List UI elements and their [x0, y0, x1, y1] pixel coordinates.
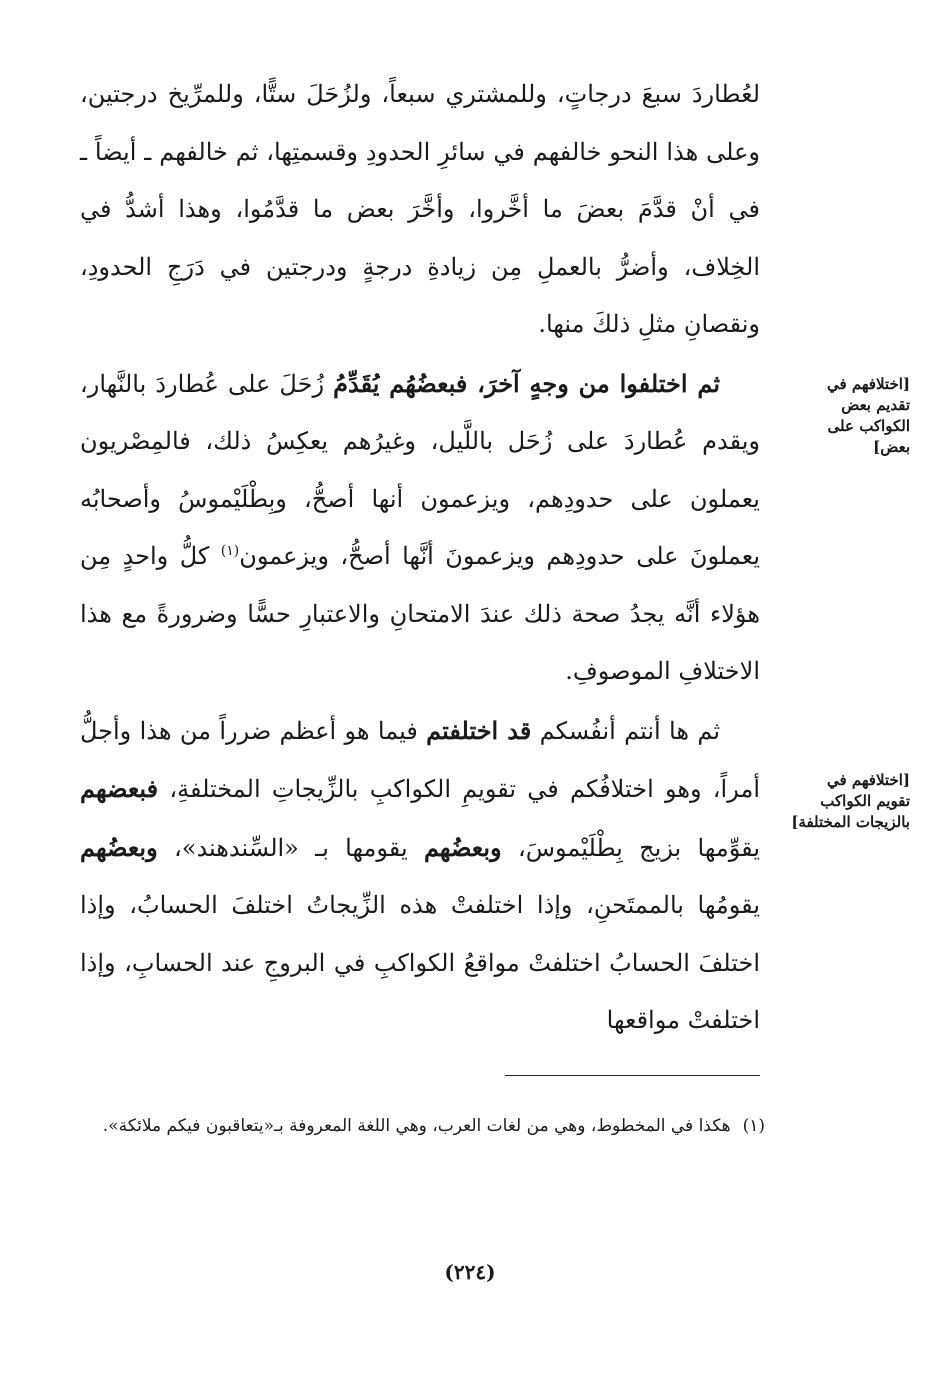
- paragraph-2-lead: ثم اختلفوا من وجهٍ آخرَ، فبعضُهُم يُقَدِّمُ: [333, 368, 720, 398]
- side-note-1: [اختلافهم في تقديم بعض الكواكب على بعض]: [827, 375, 910, 456]
- page-number: (٢٢٤): [444, 1260, 496, 1284]
- paragraph-3-part-e: يقوِّمها بزيج بِطْلَيْموسَ،: [501, 833, 760, 862]
- main-text: [80, 66, 760, 1050]
- paragraph-1: لعُطاردَ سبعَ درجاتٍ، وللمشتري سبعاً، ولزُحَلَ ستًّا، وللمرِّيخ درجتين، وعلى هذا النحو خالفهم في سائرِ الحدودِ وقسمتِها، ثم خالفهم ـ أيضاً ـ في أنْ قدَّمَ بعضَ ما أخَّروا، وأخَّرَ بعض ما قدَّمُوا، وهذا أشدُّ في الخِلاف، وأضرُّ بالعملِ مِن زيادةِ درجةٍ ودرجتين في دَرَجِ الحدودِ، ونقصانِ مثلِ ذلكَ منها.: [80, 80, 760, 338]
- footnote-divider: [505, 1075, 760, 1076]
- side-note-2: [اختلافهم في تقويم الكواكب بالزيجات المختلفة]: [791, 771, 910, 831]
- paragraph-2: [80, 355, 760, 701]
- paragraph-3-part-c: فيما هو أعظم ضرراً من هذا وأجلُّ أمراً، وهو اختلافُكم في تقويمِ الكواكبِ بالزِّيجاتِ المختلفةِ،: [80, 716, 760, 803]
- paragraph-3-part-i: يقومُها بالممتَحنِ، وإذا اختلفتْ هذه الزِّيجاتُ اختلفَ الحسابُ، وإذا اختلفَ الحسابُ اختلفتْ مواقعُ الكواكبِ في البروجِ عند الحسابِ، وإذا اختلفتْ مواقعها: [80, 891, 760, 1034]
- footnote-text: هكذا في المخطوط، وهي من لغات العرب، وهي اللغة المعروفة بـ«يتعاقبون فيكم ملائكة».: [102, 1116, 731, 1136]
- paragraph-3-part-g: يقومها بـ «السِّندهند»،: [157, 833, 424, 862]
- paragraph-3-bold-f: وبعضُهم: [423, 832, 502, 862]
- paragraph-3-bold-h: وبعضُهم: [80, 832, 158, 862]
- paragraph-2-text: زُحَلَ على عُطاردَ بالنَّهار، ويقدم عُطاردَ على زُحَل باللَّيل، وغيرُهم يعكِسُ ذلك، فالمِصْريون يعملون على حدودِهم، ويزعمون أنها أصحُّ، وبِطْلَيْموسُ وأصحابُه يعملونَ على حدودِهم ويزعمونَ أنَّها أصحُّ، ويزعمون: [80, 369, 760, 570]
- footnote-number: (١): [742, 1116, 765, 1136]
- paragraph-3-part-a: ثم ها أنتم أنفُسكم: [531, 716, 720, 745]
- footnote-reference[interactable]: (١): [220, 543, 240, 559]
- paragraph-3-bold-b: قد اختلفتم: [426, 715, 532, 745]
- paragraph-3-bold-d: فبعضهم: [80, 774, 159, 803]
- paragraph-2-tail: كلُّ واحدٍ مِن هؤلاء أنَّه يجدُ صحة ذلك عندَ الامتحانِ والاعتبارِ حسًّا وضرورةً مع هذا الاختلافِ الموصوفِ.: [80, 542, 760, 685]
- footnote: [80, 1110, 765, 1143]
- paragraph-3: [80, 702, 760, 1050]
